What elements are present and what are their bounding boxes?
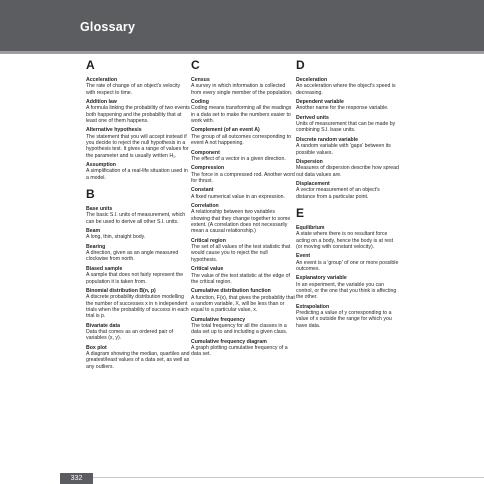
header-rule [0,51,484,54]
glossary-term: Coding [191,99,209,106]
glossary-definition: Another name for the response variable. [296,105,389,112]
glossary-term: Alternative hypothesis [86,127,142,134]
section-letter: D [296,58,305,72]
glossary-term: Extrapolation [296,303,330,310]
glossary-term: Equilibrium [296,224,325,231]
section-letter: E [296,205,305,220]
glossary-term: Critical value [191,266,224,273]
glossary-definition: A relationship between two variables showing that they change together to some extent. (A correlation does not necessarily mean a causal relationship.) [191,209,291,235]
glossary-term: Derived units [296,114,329,121]
glossary-definition: An acceleration where the object's speed is decreasing. [296,83,396,96]
glossary-term: Correlation [191,203,219,210]
glossary-term: Deceleration [296,77,328,83]
glossary-column-3 [296,58,400,332]
glossary-term: Compression [191,165,225,172]
glossary-term: Component [191,149,220,156]
glossary-definition: The basic S.I. units of measurement, which can be used to derive all other S.I. units. [86,212,186,225]
footer-rule [93,477,484,478]
glossary-term: Biased sample [86,265,123,272]
glossary-term: Beam [86,228,101,235]
glossary-term: Acceleration [86,77,118,83]
glossary-term: Assumption [86,162,116,169]
glossary-definition: An event is a 'group' of one or more possible outcomes. [296,259,399,272]
glossary-definition: Predicting a value of y corresponding to a value of x outside the range for which you have data. [296,310,392,329]
glossary-definition: A graph plotting cumulative frequency of a data set. [191,345,288,358]
glossary-term: Cumulative frequency diagram [191,338,267,345]
glossary-definition: Data that comes as an ordered pair of variables (x, y). [86,329,174,342]
glossary-term: Addition law [86,99,117,106]
section-letter: B [86,187,95,202]
glossary-term: Event [296,253,311,260]
glossary-term: Discrete random variable [296,136,358,143]
glossary-term: Base units [86,206,113,213]
glossary-definition: A survey in which information is collected from every single member of the population. [191,83,293,96]
glossary-term: Box plot [86,344,107,351]
glossary-definition: The total frequency for all the classes in a data set up to and including a given class. [191,322,288,336]
page-title: Glossary [80,20,136,34]
glossary-definition: Measures of dispersion describe how spread out data values are. [296,165,399,178]
glossary-definition: A vector measurement of an object's distance from a particular point. [296,187,380,200]
glossary-definition: A direction, given as an angle measured clockwise from north. [86,250,179,263]
glossary-definition: A simplification of a real-life situation used in a model. [86,168,188,181]
page-number: 332 [70,475,83,482]
glossary-definition: The force in a compressed rod. Another word for thrust. [191,171,295,184]
glossary-definition: A discrete probability distribution modelling the number of successes x in n independent trials when the probability of success in each trial is p. [86,294,189,320]
glossary-term: Cumulative frequency [191,316,246,323]
glossary-definition: Units of measurement that can be made by combining S.I. base units. [296,121,396,134]
glossary-definition: The value of the test statistic at the edge of the critical region. [191,272,290,285]
glossary-definition: The rate of change of an object's velocity with respect to time. [86,83,181,96]
glossary-definition: A long, thin, straight body. [86,234,146,241]
glossary-term: Constant [191,187,214,194]
section-letter: C [191,58,200,72]
page-number-box [60,473,93,484]
glossary-term: Census [191,77,210,83]
glossary-term: Explanatory variable [296,275,347,282]
glossary-term: Bivariate data [86,322,121,329]
glossary-term: Cumulative distribution function [191,288,271,295]
glossary-term: Binomial distribution B(n, p) [86,288,156,295]
glossary-column-1 [86,58,190,373]
glossary-column-2 [191,58,295,361]
glossary-definition: The statement that you will accept instead if you decide to reject the null hypothesis in a hypothesis test. It gives a range of values for the parameter and is usually written H₁. [86,133,189,159]
glossary-definition: In an experiment, the variable you can control, or the one that you think is affecting the other. [296,281,397,301]
header-bar [0,0,484,51]
glossary-term: Bearing [86,243,106,250]
glossary-definition: The group of all outcomes corresponding to event A not happening. [191,133,292,147]
glossary-term: Dispersion [296,159,323,166]
glossary-term: Complement (of an event A) [191,127,260,134]
glossary-definition: Coding means transforming all the readings in a data set to make the numbers easier to work with. [191,105,292,124]
glossary-term: Displacement [296,181,330,188]
glossary-definition: A state where there is no resultant force acting on a body, hence the body is at rest (or moving with constant velocity). [296,231,394,250]
glossary-definition: A random variable with 'gaps' between its possible values. [296,143,391,156]
section-letter: A [86,58,95,72]
glossary-definition: A sample that does not fairly represent the population it is taken from. [86,272,184,285]
glossary-definition: The set of all values of the test statistic that would cause you to reject the null hypothesis. [191,244,291,263]
glossary-definition: A fixed numerical value in an expression. [191,193,286,200]
glossary-definition: A formula linking the probability of two events both happening and the probability that at least one of them happens. [86,105,190,124]
glossary-term: Critical region [191,237,226,244]
glossary-definition: The effect of a vector in a given direction. [191,155,286,162]
glossary-definition: A function, F(x), that gives the probability that a random variable, X, will be less than or equal to a particular value, x. [191,294,295,314]
glossary-definition: A diagram showing the median, quartiles and greatest/least values of a data set, as well as any outliers. [86,351,190,370]
glossary-term: Dependent variable [296,99,344,106]
